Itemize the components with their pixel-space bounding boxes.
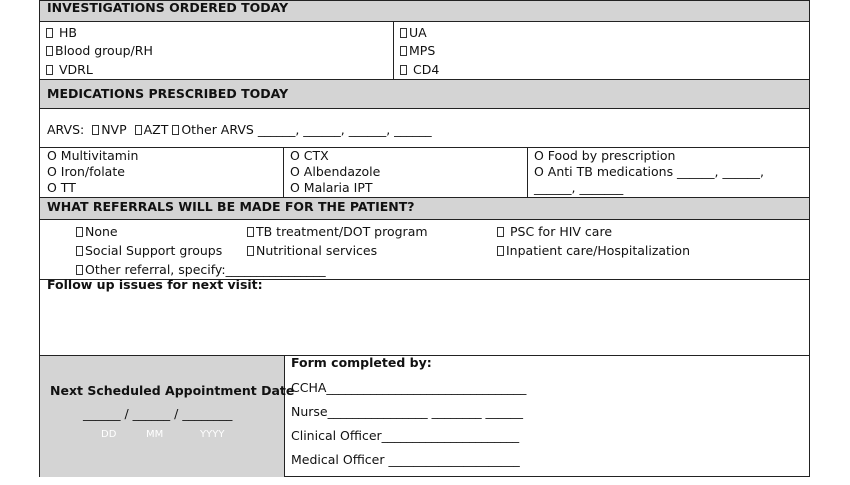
med-food[interactable]: O Food by prescription	[534, 148, 676, 163]
checkbox-icon[interactable]	[247, 246, 254, 256]
checkbox-icon[interactable]	[497, 227, 504, 237]
investigation-vdrl[interactable]: VDRL	[46, 62, 93, 78]
checkbox-icon[interactable]	[172, 125, 179, 135]
referral-tb-dot[interactable]: TB treatment/DOT program	[247, 224, 428, 240]
investigation-mps[interactable]: MPS	[400, 43, 435, 59]
checkbox-icon[interactable]	[497, 246, 504, 256]
completed-title: Form completed by:	[291, 355, 432, 370]
completed-ccha[interactable]: CCHA________________________________	[291, 380, 527, 395]
investigation-ua[interactable]: UA	[400, 25, 427, 41]
divider	[527, 147, 528, 197]
appointment-box	[40, 356, 295, 477]
divider	[393, 22, 394, 79]
divider	[283, 147, 284, 197]
med-albendazole[interactable]: O Albendazole	[290, 164, 381, 179]
referrals-header	[40, 198, 809, 220]
divider	[40, 147, 809, 148]
referral-nutritional[interactable]: Nutritional services	[247, 243, 377, 259]
checkbox-icon[interactable]	[400, 28, 407, 38]
checkbox-icon[interactable]	[46, 28, 53, 38]
medications-header	[40, 80, 809, 109]
checkbox-icon[interactable]	[247, 227, 254, 237]
med-anti-tb[interactable]: O Anti TB medications ______, ______,	[534, 164, 764, 179]
investigations-header	[40, 1, 809, 22]
referral-other[interactable]: Other referral, specify:________________	[76, 262, 326, 278]
completed-medical-officer[interactable]: Medical Officer _____________________	[291, 452, 520, 467]
checkbox-icon[interactable]	[76, 227, 83, 237]
followup-notes-area[interactable]	[40, 293, 809, 355]
appointment-title: Next Scheduled Appointment Date	[50, 383, 295, 398]
investigation-hb[interactable]: HB	[46, 25, 77, 41]
investigation-blood-group[interactable]: Blood group/RH	[46, 43, 153, 59]
appointment-date-blanks[interactable]: ______ / ______ / ________	[83, 406, 233, 421]
completed-clinical-officer[interactable]: Clinical Officer______________________	[291, 428, 520, 443]
label-mm: MM	[146, 429, 164, 440]
arvs-label: ARVS:	[47, 122, 85, 137]
investigations-title: INVESTIGATIONS ORDERED TODAY	[47, 0, 289, 15]
referral-psc[interactable]: PSC for HIV care	[497, 224, 612, 240]
arvs-blanks[interactable]: ______, ______, ______, ______	[257, 122, 432, 137]
arvs-nvp[interactable]: NVP	[101, 122, 127, 137]
checkbox-icon[interactable]	[76, 246, 83, 256]
arvs-row	[47, 122, 432, 138]
checkbox-icon[interactable]	[46, 65, 53, 75]
arvs-other[interactable]: Other ARVS	[181, 122, 254, 137]
label-dd: DD	[101, 429, 117, 440]
clinical-visit-form	[39, 0, 810, 477]
followup-title: Follow up issues for next visit:	[47, 277, 263, 292]
referral-social-support[interactable]: Social Support groups	[76, 243, 222, 259]
med-ctx[interactable]: O CTX	[290, 148, 329, 163]
referral-inpatient[interactable]: Inpatient care/Hospitalization	[497, 243, 690, 259]
med-malaria-ipt[interactable]: O Malaria IPT	[290, 180, 373, 195]
label-yyyy: YYYY	[200, 429, 225, 440]
med-iron-folate[interactable]: O Iron/folate	[47, 164, 125, 179]
checkbox-icon[interactable]	[92, 125, 99, 135]
med-multivitamin[interactable]: O Multivitamin	[47, 148, 139, 163]
completed-nurse[interactable]: Nurse________________ ________ ______	[291, 404, 524, 419]
referrals-title: WHAT REFERRALS WILL BE MADE FOR THE PATIENT?	[47, 199, 415, 214]
med-anti-tb-blanks[interactable]: ______, _______	[534, 180, 624, 195]
arvs-azt[interactable]: AZT	[143, 122, 169, 137]
med-tt[interactable]: O TT	[47, 180, 76, 195]
checkbox-icon[interactable]	[46, 46, 53, 56]
checkbox-icon[interactable]	[400, 65, 407, 75]
checkbox-icon[interactable]	[76, 265, 83, 275]
investigation-cd4[interactable]: CD4	[400, 62, 439, 78]
checkbox-icon[interactable]	[135, 125, 142, 135]
medications-title: MEDICATIONS PRESCRIBED TODAY	[47, 86, 289, 101]
referral-none[interactable]: None	[76, 224, 118, 240]
checkbox-icon[interactable]	[400, 46, 407, 56]
